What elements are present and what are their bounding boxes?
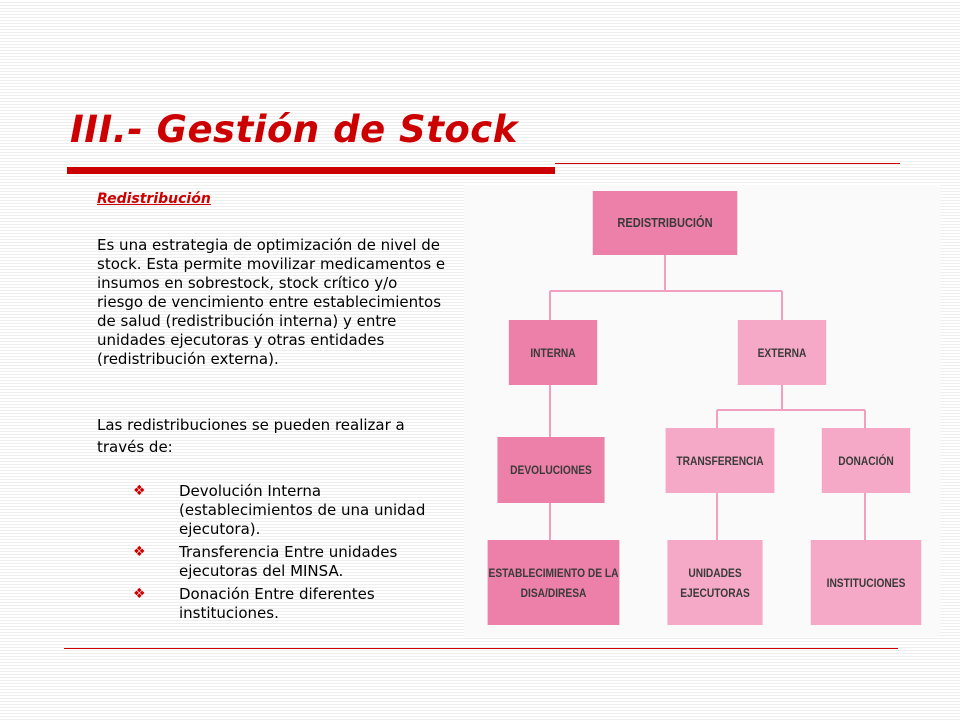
- redistribution-diagram: [464, 185, 940, 637]
- bottom-divider: [64, 648, 898, 649]
- node-transferencia: TRANSFERENCIA: [666, 428, 775, 493]
- bullet-item: [133, 543, 453, 581]
- node-establecimiento: ESTABLECIMIENTO DE LA DISA/DIRESA: [488, 540, 620, 625]
- bullet-item: [133, 482, 453, 539]
- title-underline-thin: [555, 163, 900, 164]
- node-unidades-ejecutoras: UNIDADES EJECUTORAS: [667, 540, 762, 625]
- node-donacion: DONACIÓN: [822, 428, 910, 493]
- paragraph-intro: Las redistribuciones se pueden realizar a través de:: [97, 416, 405, 456]
- bullet-item: [133, 585, 453, 623]
- bullet-text: Devolución Interna (establecimientos de una unidad ejecutora).: [179, 482, 426, 538]
- subheading: Redistribución: [97, 191, 211, 207]
- bullet-text: Transferencia Entre unidades ejecutoras del MINSA.: [179, 543, 398, 580]
- slide-title: III.- Gestión de Stock: [70, 108, 518, 151]
- bullet-text: Donación Entre diferentes instituciones.: [179, 585, 375, 622]
- diamond-bullet-icon: ❖: [133, 483, 146, 499]
- title-underline-thick: [67, 167, 555, 174]
- node-externa: EXTERNA: [738, 320, 826, 385]
- diamond-bullet-icon: ❖: [133, 544, 146, 560]
- node-instituciones: INSTITUCIONES: [811, 540, 922, 625]
- bullet-list: [133, 482, 453, 627]
- node-devoluciones: DEVOLUCIONES: [497, 437, 604, 503]
- diamond-bullet-icon: ❖: [133, 586, 146, 602]
- node-interna: INTERNA: [509, 320, 597, 385]
- paragraph-definition: Es una estrategia de optimización de nivel de stock. Esta permite movilizar medicamentos e insumos en sobrestock, stock crítico y/o riesgo de vencimiento entre establecimientos de salud (redistribución interna) y entre unidades ejecutoras y otras entidades (redistribución externa).: [97, 236, 446, 368]
- node-redistribucion: REDISTRIBUCIÓN: [593, 191, 738, 255]
